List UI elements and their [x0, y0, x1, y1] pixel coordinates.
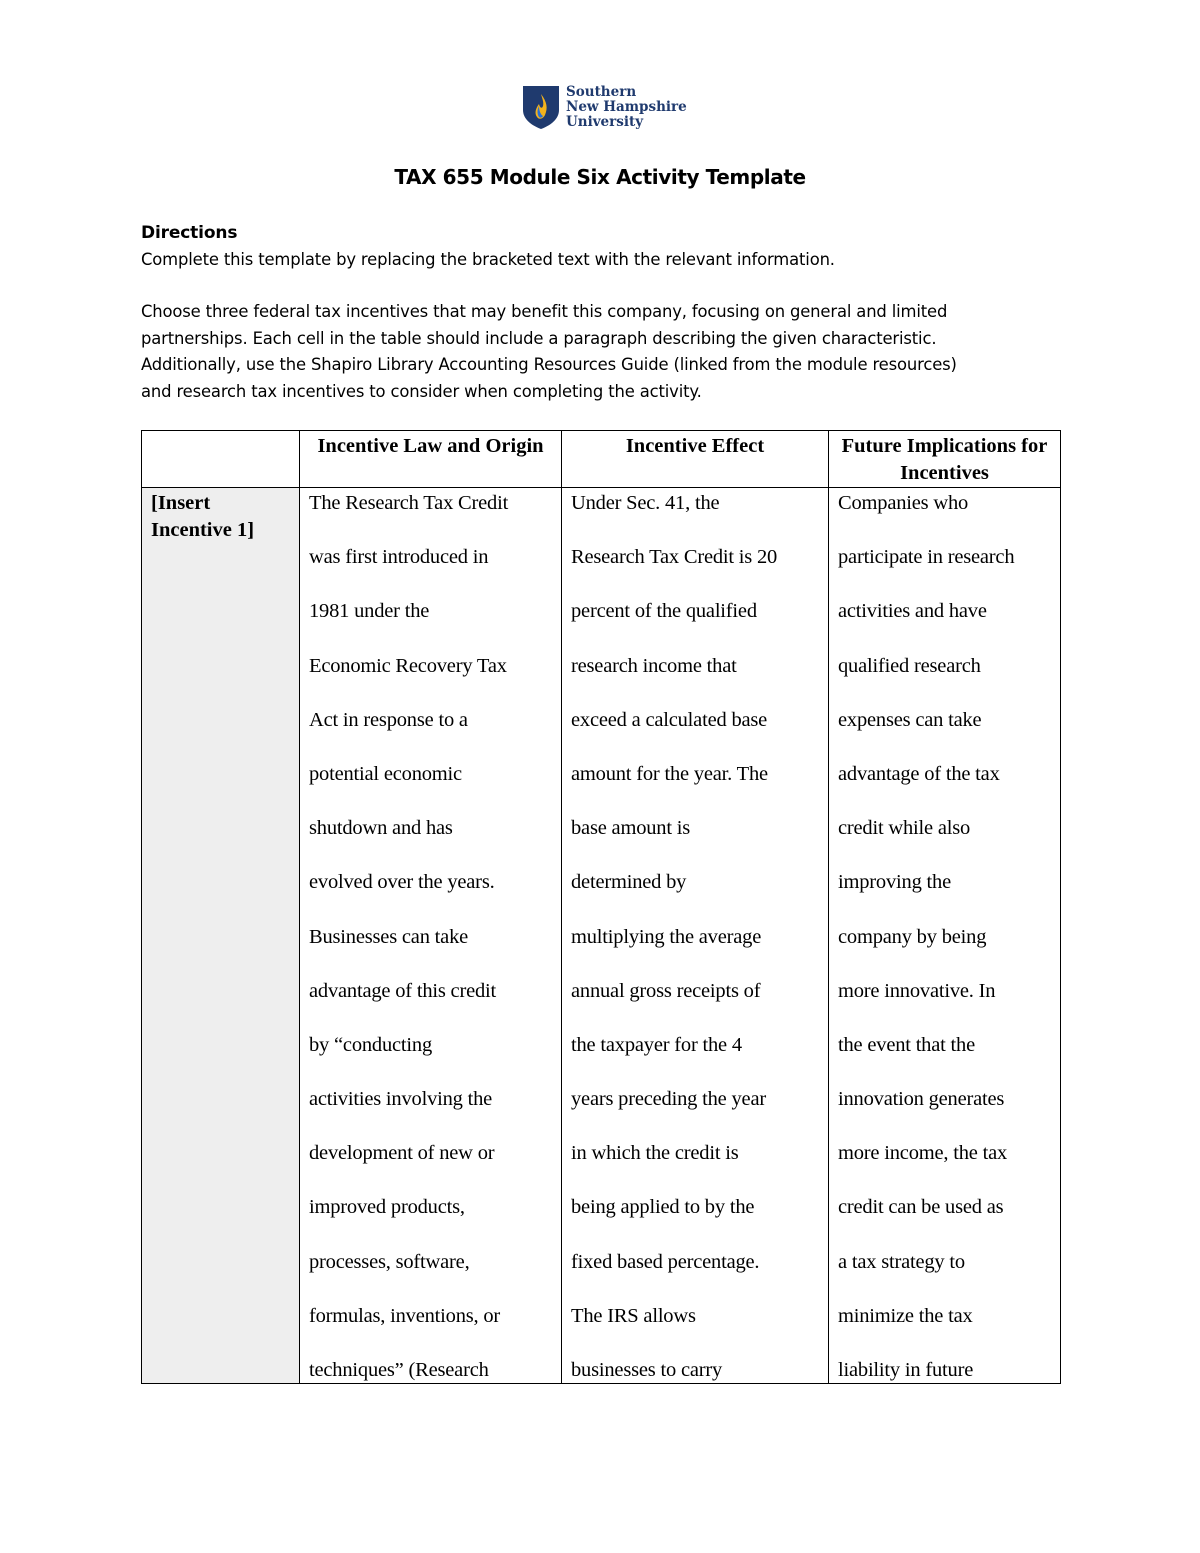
incentives-table	[141, 430, 1061, 1384]
logo-line-1: Southern	[566, 84, 637, 100]
cell-law-origin	[300, 488, 562, 1384]
header-incentive-law-origin: Incentive Law and Origin	[300, 431, 562, 488]
cell-future-implications	[829, 488, 1061, 1384]
cell-text-line: in which the credit is	[571, 1142, 739, 1165]
cell-text-line: improving the	[838, 871, 951, 894]
cell-text-line: fixed based percentage.	[571, 1250, 760, 1273]
cell-text-line: years preceding the year	[571, 1088, 766, 1111]
cell-text-line: 1981 under the	[309, 600, 430, 623]
cell-text-line: businesses to carry	[571, 1359, 723, 1381]
cell-text-line: The Research Tax Credit	[309, 492, 509, 514]
table-header-row	[142, 431, 1061, 488]
flame-shield-icon	[521, 84, 561, 130]
cell-text-line: annual gross receipts of	[571, 979, 761, 1002]
cell-future-implications-text	[838, 488, 1051, 1381]
cell-text-line: formulas, inventions, or	[309, 1304, 501, 1327]
intro-line: Choose three federal tax incentives that may benefit this company, focusing on general and limited	[141, 302, 948, 321]
cell-text-line: credit can be used as	[838, 1196, 1004, 1219]
cell-text-line: being applied to by the	[571, 1196, 755, 1219]
cell-text-line: Companies who	[838, 492, 969, 514]
row-label-incentive-1: [Insert Incentive 1]	[142, 488, 300, 1384]
cell-text-line: more income, the tax	[838, 1142, 1008, 1165]
cell-text-line: advantage of this credit	[309, 979, 497, 1002]
cell-text-line: more innovative. In	[838, 979, 996, 1002]
intro-paragraph	[141, 299, 1071, 405]
cell-text-line: participate in research	[838, 546, 1015, 569]
cell-text-line: The IRS allows	[571, 1304, 696, 1327]
university-logo	[521, 84, 691, 132]
logo-line-3: University	[566, 114, 644, 130]
cell-text-line: exceed a calculated base	[571, 708, 768, 731]
cell-text-line: development of new or	[309, 1142, 495, 1165]
cell-text-line: Economic Recovery Tax	[309, 654, 507, 677]
cell-text-line: potential economic	[309, 762, 462, 785]
header-incentive-effect: Incentive Effect	[562, 431, 829, 488]
cell-text-line: the taxpayer for the 4	[571, 1033, 742, 1056]
cell-text-line: by “conducting	[309, 1033, 433, 1056]
cell-text-line: was first introduced in	[309, 546, 489, 569]
cell-effect	[562, 488, 829, 1384]
cell-text-line: liability in future	[838, 1359, 974, 1381]
table-row	[142, 488, 1061, 1384]
cell-text-line: innovation generates	[838, 1088, 1005, 1111]
cell-text-line: company by being	[838, 925, 987, 948]
page-title: TAX 655 Module Six Activity Template	[394, 165, 806, 189]
header-empty-cell	[142, 431, 300, 488]
cell-text-line: multiplying the average	[571, 925, 762, 948]
directions-heading: Directions	[141, 223, 238, 243]
intro-line: partnerships. Each cell in the table should include a paragraph describing the given characteristic.	[141, 328, 937, 348]
cell-text-line: research income that	[571, 654, 737, 677]
cell-text-line: Businesses can take	[309, 925, 469, 948]
cell-text-line: determined by	[571, 871, 687, 894]
intro-line: and research tax incentives to consider when completing the activity.	[141, 381, 702, 401]
cell-text-line: credit while also	[838, 817, 971, 840]
cell-text-line: Act in response to a	[309, 708, 468, 731]
cell-law-origin-text	[309, 488, 552, 1381]
cell-text-line: expenses can take	[838, 708, 982, 731]
cell-text-line: techniques” (Research	[309, 1359, 489, 1381]
cell-text-line: qualified research	[838, 654, 981, 677]
intro-line: Additionally, use the Shapiro Library Accounting Resources Guide (linked from the module resources)	[141, 355, 957, 374]
logo-line-2: New Hampshire	[566, 99, 687, 115]
cell-text-line: shutdown and has	[309, 817, 453, 840]
cell-text-line: processes, software,	[309, 1250, 470, 1273]
cell-text-line: improved products,	[309, 1196, 465, 1219]
cell-text-line: Under Sec. 41, the	[571, 492, 720, 514]
cell-effect-text	[571, 488, 819, 1381]
cell-text-line: minimize the tax	[838, 1304, 973, 1327]
header-future-implications: Future Implications for Incentives	[829, 431, 1061, 488]
cell-text-line: amount for the year. The	[571, 762, 768, 785]
cell-text-line: base amount is	[571, 817, 691, 840]
cell-text-line: percent of the qualified	[571, 600, 757, 623]
cell-text-line: Research Tax Credit is 20	[571, 546, 778, 569]
cell-text-line: activities involving the	[309, 1088, 493, 1111]
cell-text-line: advantage of the tax	[838, 762, 1000, 785]
cell-text-line: the event that the	[838, 1033, 975, 1056]
cell-text-line: activities and have	[838, 600, 987, 623]
cell-text-line: a tax strategy to	[838, 1250, 965, 1273]
directions-text: Complete this template by replacing the bracketed text with the relevant information.	[141, 250, 835, 269]
cell-text-line: evolved over the years.	[309, 871, 495, 894]
